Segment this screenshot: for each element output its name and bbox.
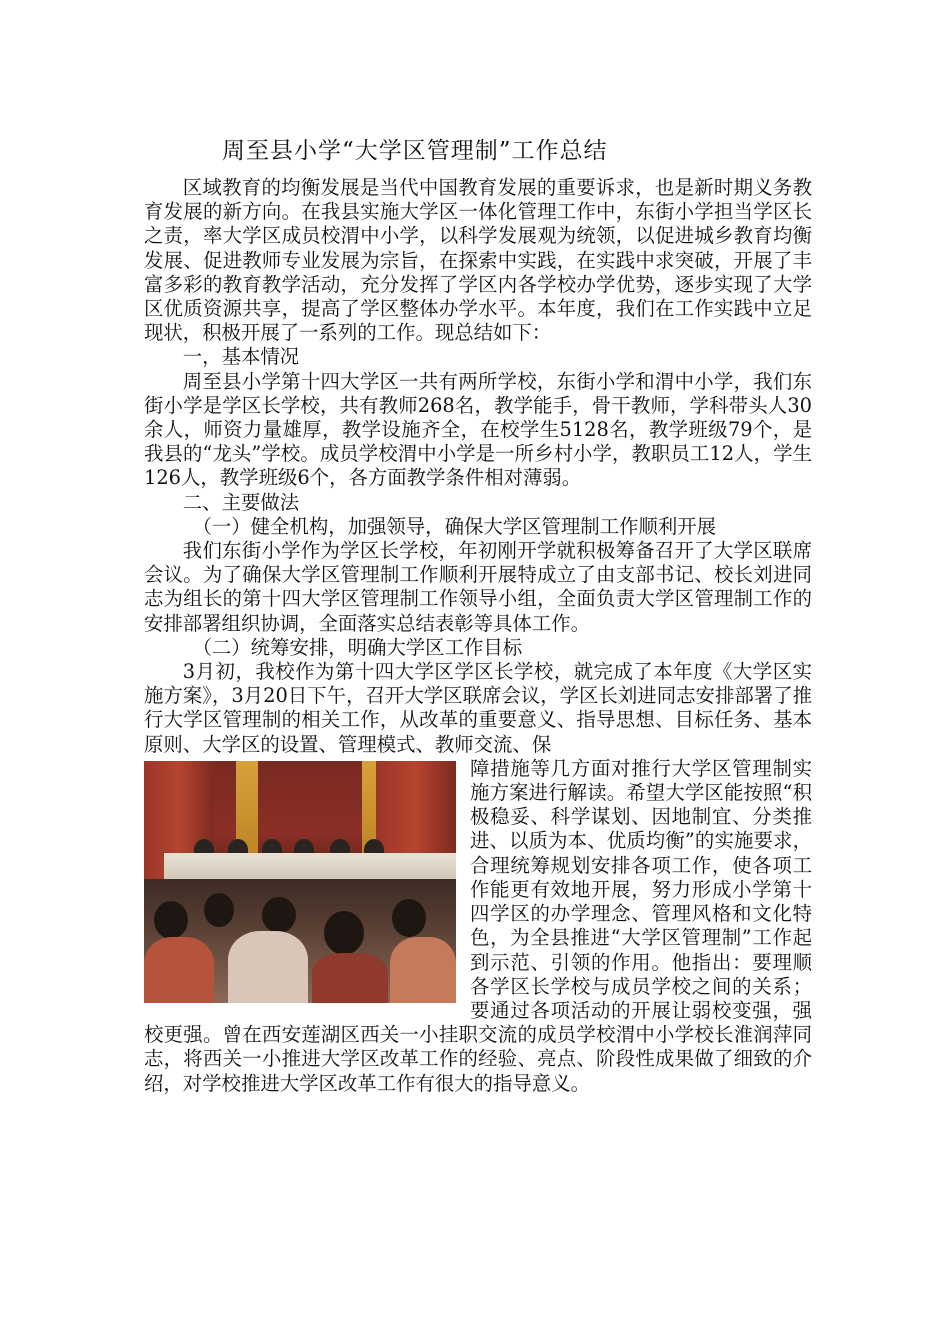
meeting-photo [144, 761, 456, 1003]
heading-main-practices: 二、主要做法 [182, 490, 300, 514]
document-title: 周至县小学“大学区管理制”工作总结 [222, 138, 608, 164]
paragraph-intro: 区域教育的均衡发展是当代中国教育发展的重要诉求，也是新时期义务教育发展的新方向。在我县实施大学区一体化管理工作中，东街小学担当学区长之责，率大学区成员校渭中小学，以科学发展观为统领，以促进城乡教育均衡发展、促进教师专业发展为宗旨，在探索中实践，在实践中求突破，开展了丰富多彩的教育教学活动，充分发挥了学区内各学校办学优势，逐步实现了大学区优质资源共享，提高了学区整体办学水平。本年度，我们在工作实践中立足现状，积极开展了一系列的工作。现总结如下： [144, 176, 812, 345]
subheading-organization: （一）健全机构，加强领导，确保大学区管理制工作顺利开展 [192, 514, 717, 538]
paragraph-planning-part1: 3月初，我校作为第十四大学区学区长学校，就完成了本年度《大学区实施方案》，3月20日下午，召开大学区联席会议，学区长刘进同志安排部署了推行大学区管理制的相关工作，从改革的重要意义、指导思想、目标任务、基本原则、大学区的设置、管理模式、教师交流、保 [144, 660, 812, 756]
subheading-planning: （二）统筹安排，明确大学区工作目标 [192, 635, 523, 659]
document-body [144, 176, 812, 1096]
paragraph-organization: 我们东街小学作为学区长学校，年初刚开学就积极筹备召开了大学区联席会议。为了确保大学区管理制工作顺利开展特成立了由支部书记、校长刘进同志为组长的第十四大学区管理制工作领导小组，全面负责大学区管理制工作的安排部署组织协调，全面落实总结表彰等具体工作。 [144, 539, 812, 635]
heading-basic-situation: 一，基本情况 [182, 345, 300, 369]
paragraph-basic-situation: 周至县小学第十四大学区一共有两所学校，东街小学和渭中小学，我们东街小学是学区长学校，共有教师268名，教学能手，骨干教师，学科带头人30余人，师资力量雄厚，教学设施齐全，在校学生5128名，教学班级79个，是我县的“龙头”学校。成员学校渭中小学是一所乡村小学，教职员工12人，学生126人，教学班级6个，各方面教学条件相对薄弱。 [144, 369, 812, 490]
paragraph-planning-part2: 障措施等几方面对推行大学区管理制实施方案进行解读。希望大学区能按照“积极稳妥、科学谋划、因地制宜、分类推进、以质为本、优质均衡”的实施要求，合理统筹规划安排各项工作，使各项工作能更有效地开展，努力形成小学第十四学区的办学理念、管理风格和文化特色，为全县推进“大学区管理制”工作起到示范、引领的作用。他指出：要理顺各学区长学校与成员学校之间的关系；要通过各项活动的开展让弱校变强，强校更强。曾在西安莲湖区西关一小挂职交流的成员学校渭中小学校长淮润萍同志，将西关一小推进大学区改革工作的经验、亮点、阶段性成果做了细致的介绍，对学校推进大学区改革工作有很大的指导意义。 [144, 756, 812, 1095]
